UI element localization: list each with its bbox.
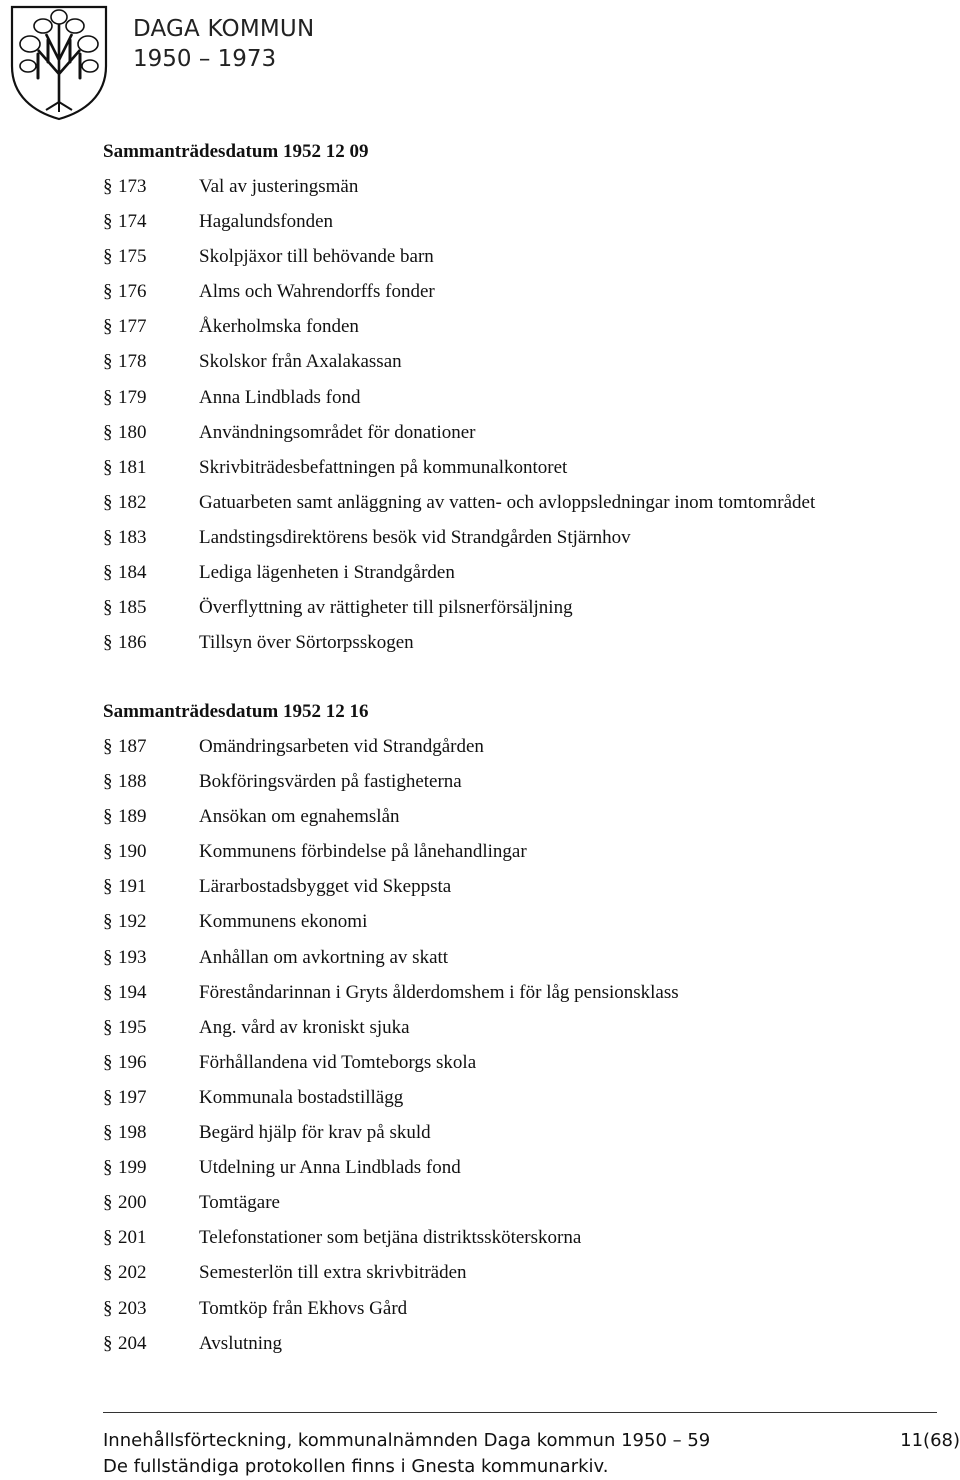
agenda-item-title: Tomtköp från Ekhovs Gård [199,1297,408,1319]
agenda-item [103,1010,943,1045]
paragraph-number: 184 [118,562,147,584]
paragraph-number: 175 [118,246,147,268]
section-symbol: § [103,736,113,757]
footer-title: Innehållsförteckning, kommunalnämnden Daga kommun 1950 – 59 [103,1430,711,1451]
section-symbol: § [103,1227,113,1249]
agenda-item-title: Avslutning [199,1332,283,1354]
section-symbol: § [103,211,113,233]
paragraph-number: 202 [118,1262,147,1284]
agenda-item [103,485,943,520]
paragraph-number: 185 [118,597,147,619]
agenda-item-title: Alms och Wahrendorffs fonder [199,281,435,303]
agenda-item [103,1291,943,1326]
agenda-item-title: Skrivbiträdesbefattningen på kommunalkontoret [199,456,568,478]
section-symbol: § [103,876,113,898]
agenda-item [103,1220,943,1255]
section-symbol: § [103,632,113,654]
agenda-item [103,1326,943,1361]
agenda-item-title: Användningsområdet för donationer [199,421,476,443]
section-symbol: § [103,1051,113,1073]
section-symbol: § [103,316,113,338]
agenda-item [103,869,943,904]
org-years: 1950 – 1973 [133,46,277,72]
section-symbol: § [103,456,113,478]
agenda-item [103,309,943,344]
agenda-item [103,169,943,204]
page-footer [103,1428,960,1480]
paragraph-number: 189 [118,806,147,828]
section-symbol: § [103,1157,113,1179]
agenda-item [103,344,943,379]
section-symbol: § [103,841,113,863]
agenda-item [103,1150,943,1185]
paragraph-number: 174 [118,211,147,233]
meeting-date-heading: Sammanträdesdatum 1952 12 09 [103,141,369,162]
agenda-item [103,834,943,869]
agenda-item [103,520,943,555]
page-number: 11(68) [900,1430,960,1451]
paragraph-number: 179 [118,386,147,408]
paragraph-number: 193 [118,946,147,968]
paragraph-number: 173 [118,176,147,197]
agenda-item-title: Val av justeringsmän [199,176,359,197]
paragraph-number: 204 [118,1332,147,1354]
coat-of-arms-logo-icon [8,4,110,122]
section-symbol: § [103,491,113,513]
agenda-item [103,764,943,799]
footer-note: De fullständiga protokollen finns i Gnesta kommunarkiv. [103,1456,609,1477]
paragraph-number: 196 [118,1051,147,1073]
agenda-item [103,975,943,1010]
agenda-item [103,450,943,485]
agenda-item-title: Anna Lindblads fond [199,386,361,408]
agenda-item-title: Begärd hjälp för krav på skuld [199,1122,431,1144]
agenda-item-title: Tomtägare [199,1192,280,1214]
agenda-item [103,1045,943,1080]
agenda-item [103,1080,943,1115]
section-symbol: § [103,1122,113,1144]
section-symbol: § [103,176,113,197]
paragraph-number: 178 [118,351,147,373]
section-symbol: § [103,281,113,303]
meeting-section-1 [103,134,943,660]
agenda-item-title: Kommunens ekonomi [199,911,368,933]
agenda-item-title: Skolskor från Axalakassan [199,351,402,373]
agenda-item-title: Lärarbostadsbygget vid Skeppsta [199,876,452,898]
paragraph-number: 195 [118,1016,147,1038]
paragraph-number: 201 [118,1227,147,1249]
agenda-item [103,729,943,764]
agenda-item [103,940,943,975]
agenda-item-title: Åkerholmska fonden [199,316,359,338]
section-symbol: § [103,1262,113,1284]
paragraph-number: 194 [118,981,147,1003]
paragraph-number: 186 [118,632,147,654]
agenda-item-title: Anhållan om avkortning av skatt [199,946,449,968]
paragraph-number: 176 [118,281,147,303]
agenda-list [103,729,943,1361]
paragraph-number: 200 [118,1192,147,1214]
agenda-item [103,625,943,660]
paragraph-number: 198 [118,1122,147,1144]
paragraph-number: 190 [118,841,147,863]
section-symbol: § [103,421,113,443]
agenda-item-title: Ang. vård av kroniskt sjuka [199,1016,410,1038]
section-symbol: § [103,1016,113,1038]
agenda-item-title: Tillsyn över Sörtorpsskogen [199,632,414,654]
agenda-item-title: Utdelning ur Anna Lindblads fond [199,1157,461,1179]
section-symbol: § [103,771,113,793]
section-symbol: § [103,1192,113,1214]
agenda-item [103,1185,943,1220]
section-symbol: § [103,1332,113,1354]
agenda-item-title: Föreståndarinnan i Gryts ålderdomshem i för låg pensionsklass [199,981,679,1003]
agenda-item-title: Lediga lägenheten i Strandgården [199,562,455,584]
agenda-item [103,274,943,309]
section-symbol: § [103,386,113,408]
header-brand [133,14,314,74]
agenda-list [103,169,943,660]
section-symbol: § [103,981,113,1003]
section-symbol: § [103,597,113,619]
paragraph-number: 192 [118,911,147,933]
section-symbol: § [103,946,113,968]
agenda-item-title: Ansökan om egnahemslån [199,806,400,828]
paragraph-number: 191 [118,876,147,898]
section-symbol: § [103,562,113,584]
section-symbol: § [103,1297,113,1319]
paragraph-number: 187 [118,736,147,757]
paragraph-number: 182 [118,491,147,513]
paragraph-number: 197 [118,1086,147,1108]
paragraph-number: 180 [118,421,147,443]
agenda-item-title: Skolpjäxor till behövande barn [199,246,434,268]
agenda-item-title: Kommunens förbindelse på lånehandlingar [199,841,527,863]
paragraph-number: 188 [118,771,147,793]
footer-divider [103,1412,937,1413]
agenda-item [103,415,943,450]
agenda-item-title: Överflyttning av rättigheter till pilsnerförsäljning [199,597,573,619]
section-symbol: § [103,911,113,933]
agenda-item-title: Omändringsarbeten vid Strandgården [199,736,484,757]
agenda-item-title: Landstingsdirektörens besök vid Strandgården Stjärnhov [199,526,631,548]
agenda-item-title: Semesterlön till extra skrivbiträden [199,1262,467,1284]
agenda-item [103,799,943,834]
agenda-item-title: Hagalundsfonden [199,211,334,233]
section-symbol: § [103,1086,113,1108]
agenda-item [103,239,943,274]
agenda-item-title: Telefonstationer som betjäna distriktssköterskorna [199,1227,582,1249]
section-symbol: § [103,351,113,373]
agenda-item-title: Förhållandena vid Tomteborgs skola [199,1051,477,1073]
agenda-item-title: Gatuarbeten samt anläggning av vatten- och avloppsledningar inom tomtområdet [199,491,816,513]
paragraph-number: 181 [118,456,147,478]
agenda-item [103,1255,943,1290]
agenda-item [103,204,943,239]
meeting-section-2 [103,694,943,1361]
paragraph-number: 199 [118,1157,147,1179]
agenda-item [103,904,943,939]
paragraph-number: 177 [118,316,147,338]
meeting-date-heading: Sammanträdesdatum 1952 12 16 [103,701,369,722]
section-symbol: § [103,806,113,828]
agenda-item [103,380,943,415]
paragraph-number: 203 [118,1297,147,1319]
agenda-item-title: Bokföringsvärden på fastigheterna [199,771,462,793]
agenda-item [103,590,943,625]
org-name: DAGA KOMMUN [133,16,315,42]
section-symbol: § [103,246,113,268]
agenda-item [103,1115,943,1150]
agenda-item-title: Kommunala bostadstillägg [199,1086,404,1108]
agenda-item [103,555,943,590]
section-symbol: § [103,526,113,548]
paragraph-number: 183 [118,526,147,548]
